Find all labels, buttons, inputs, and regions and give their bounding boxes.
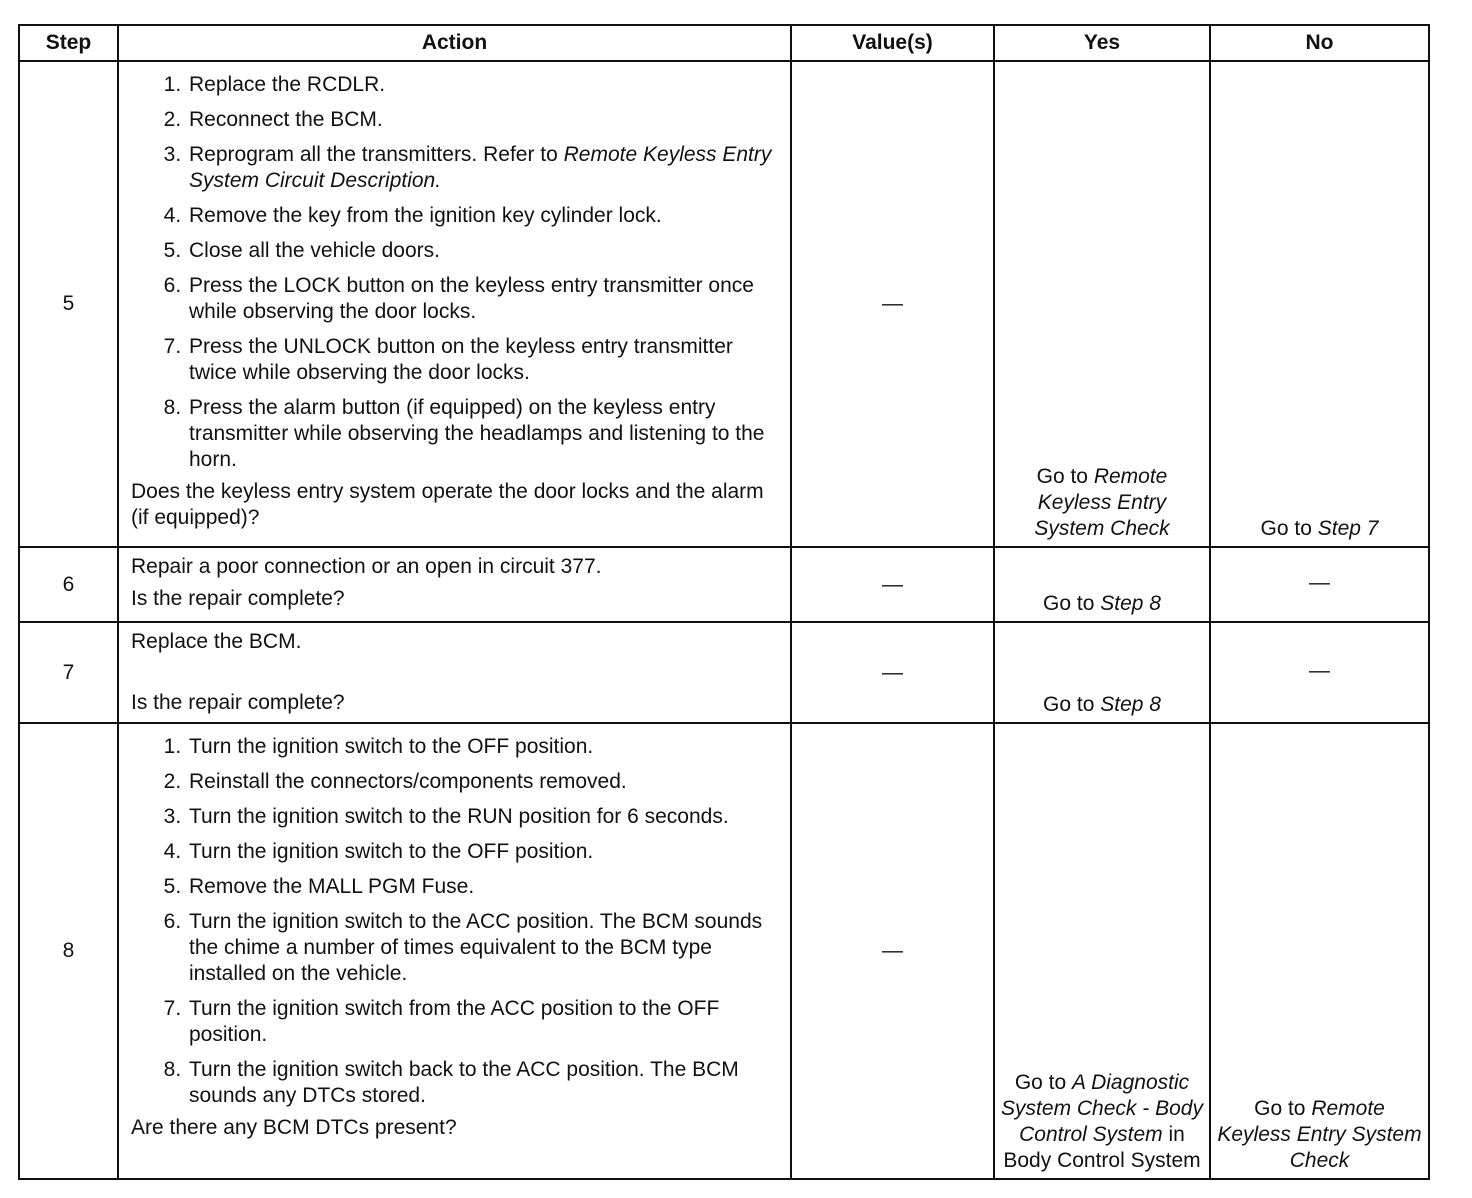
procedure-step: 2. Reinstall the connectors/components removed. (187, 769, 778, 795)
table-row-step-7 (19, 622, 1429, 723)
action-cell (118, 723, 791, 1179)
procedure-step: 6. Press the LOCK button on the keyless entry transmitter once while observing the door locks. (187, 273, 778, 325)
procedure-step: 4. Turn the ignition switch to the OFF position. (187, 839, 778, 865)
procedure-step: 3. Turn the ignition switch to the RUN position for 6 seconds. (187, 804, 778, 830)
table-row-step-6 (19, 547, 1429, 622)
value-cell: — (791, 61, 994, 547)
reference-link: Remote Keyless Entry System Check (1034, 465, 1170, 540)
step-number: 5 (19, 61, 118, 547)
procedure-step: 8. Press the alarm button (if equipped) on the keyless entry transmitter while observing the headlamps and listening to the horn. (187, 395, 778, 473)
reference-link: Remote Keyless Entry System Circuit Description (189, 143, 772, 192)
header-no: No (1210, 25, 1429, 61)
step-number: 7 (19, 622, 118, 723)
no-cell: Go to Step 7 (1210, 61, 1429, 547)
step-instruction: Replace the BCM. (131, 630, 302, 653)
step-number: 6 (19, 547, 118, 622)
yes-cell: Go to Step 8 (994, 622, 1210, 723)
procedure-step: 5. Remove the MALL PGM Fuse. (187, 874, 778, 900)
yes-cell: Go to A Diagnostic System Check - Body Control System in Body Control System (994, 723, 1210, 1179)
header-yes: Yes (994, 25, 1210, 61)
table-row-step-8 (19, 723, 1429, 1179)
value-cell: — (791, 723, 994, 1179)
yes-cell: Go to Remote Keyless Entry System Check (994, 61, 1210, 547)
procedure-step: 2. Reconnect the BCM. (187, 107, 778, 133)
step-question: Are there any BCM DTCs present? (131, 1116, 457, 1139)
action-cell (118, 61, 791, 547)
reference-link: Step 8 (1100, 592, 1161, 615)
value-cell: — (791, 622, 994, 723)
reference-link: Step 7 (1317, 517, 1379, 540)
step-question: Is the repair complete? (131, 587, 345, 610)
procedure-list (131, 734, 778, 1109)
header-step: Step (19, 25, 118, 61)
procedure-step: 1. Turn the ignition switch to the OFF position. (187, 734, 778, 760)
yes-cell: Go to Step 8 (994, 547, 1210, 622)
step-instruction: Repair a poor connection or an open in circuit 377. (131, 555, 602, 578)
procedure-step: 6. Turn the ignition switch to the ACC position. The BCM sounds the chime a number of times equivalent to the BCM type installed on the vehicle. (187, 909, 778, 987)
procedure-step: 8. Turn the ignition switch back to the ACC position. The BCM sounds any DTCs stored. (187, 1057, 778, 1109)
procedure-step: 1. Replace the RCDLR. (187, 72, 778, 98)
procedure-list (131, 72, 778, 473)
procedure-step: 4. Remove the key from the ignition key cylinder lock. (187, 203, 778, 229)
no-cell: Go to Remote Keyless Entry System Check (1210, 723, 1429, 1179)
header-values: Value(s) (791, 25, 994, 61)
procedure-step: 7. Press the UNLOCK button on the keyless entry transmitter twice while observing the door locks. (187, 334, 778, 386)
procedure-step: 7. Turn the ignition switch from the ACC position to the OFF position. (187, 996, 778, 1048)
header-action: Action (118, 25, 791, 61)
no-cell: — (1210, 547, 1429, 622)
reference-link: Remote Keyless Entry System Check (1217, 1097, 1422, 1172)
procedure-step: 3. Reprogram all the transmitters. Refer to Remote Keyless Entry System Circuit Description. (187, 142, 778, 194)
step-number: 8 (19, 723, 118, 1179)
step-question: Does the keyless entry system operate the door locks and the alarm (if equipped)? (131, 480, 764, 529)
procedure-step: 5. Close all the vehicle doors. (187, 238, 778, 264)
table-row-step-5 (19, 61, 1429, 547)
value-cell: — (791, 547, 994, 622)
no-cell: — (1210, 622, 1429, 723)
step-question: Is the repair complete? (131, 691, 345, 714)
reference-link: Step 8 (1100, 693, 1161, 716)
action-cell (118, 547, 791, 622)
diagnostic-table (18, 24, 1430, 1180)
header-row (19, 25, 1429, 61)
reference-link: A Diagnostic System Check - Body Control System (1001, 1071, 1203, 1146)
action-cell (118, 622, 791, 723)
